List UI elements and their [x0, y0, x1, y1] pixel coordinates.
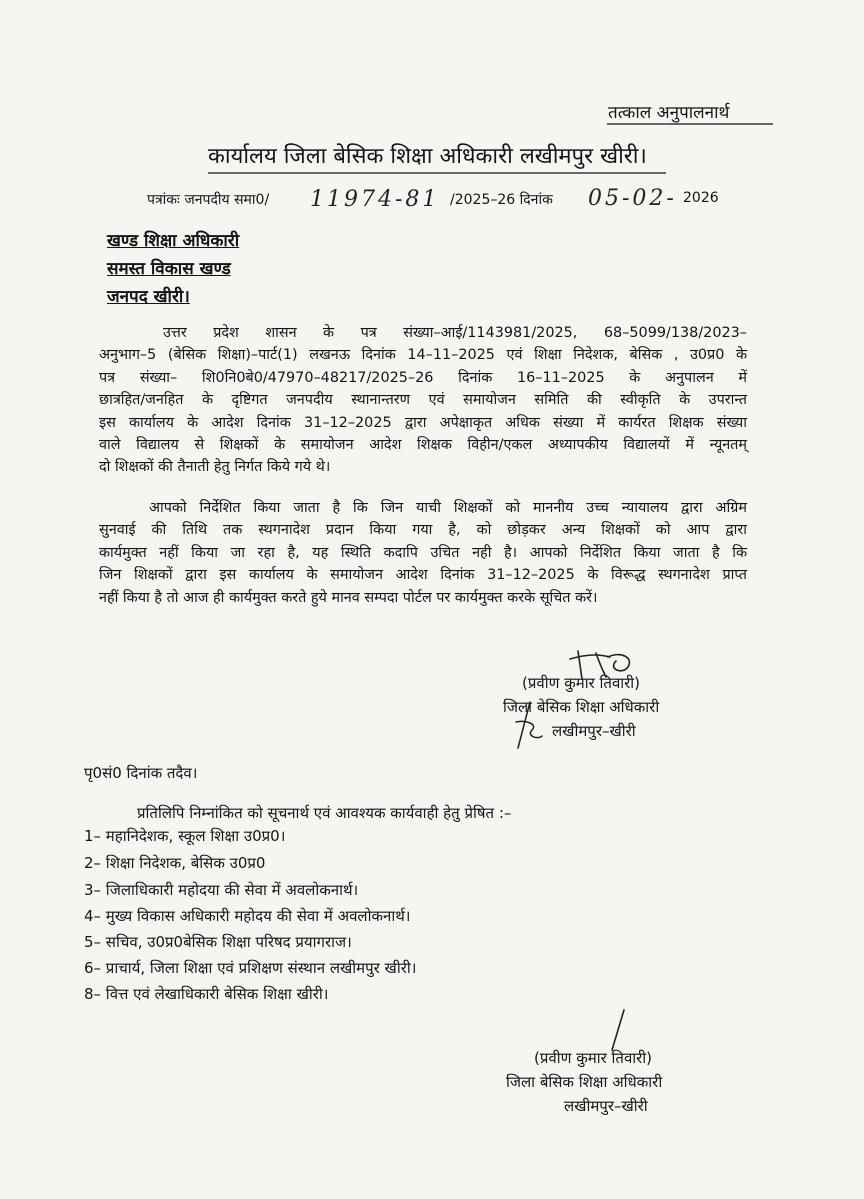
paragraph-1-line: पत्र संख्या– शि0नि0बे0/47970–48217/2025–26 दिनांक 16–11–2025 के अनुपालन में: [99, 369, 747, 386]
copy-to-item: 1– महानिदेशक, स्कूल शिक्षा उ0प्र0।: [84, 827, 286, 845]
office-title-underline: [208, 171, 666, 175]
urgent-note-underline: [607, 122, 773, 126]
paragraph-1-line: अनुभाग–5 (बेसिक शिक्षा)–पार्ट(1) लखनऊ दिनांक 14–11–2025 एवं शिक्षा निदेशक, बेसिक , उ0प्र0 के: [99, 347, 747, 364]
addressee-line-2: समस्त विकास खण्ड: [107, 259, 231, 279]
addressee-line-3: जनपद खीरी।: [107, 287, 190, 307]
paragraph-1-line: वाले विद्यालय से शिक्षकों के समायोजन आदेश शिक्षक विहीन/एकल अध्यापकीय विद्यालयों में न्यूनतम्: [99, 437, 747, 454]
reference-prefix: पत्रांकः जनपदीय समा0/: [147, 192, 270, 208]
copy-to-intro: प्रतिलिपि निम्नांकित को सूचनार्थ एवं आवश्यक कार्यवाही हेतु प्रेषित :–: [137, 804, 512, 822]
urgent-note: तत्काल अनुपालनार्थ: [608, 103, 730, 123]
office-title: कार्यालय जिला बेसिक शिक्षा अधिकारी लखीमपुर खीरी।: [208, 144, 647, 169]
signatory-designation-1: जिला बेसिक शिक्षा अधिकारी: [503, 698, 660, 716]
signature-initials: [508, 700, 548, 752]
signatory-place-2: लखीमपुर–खीरी: [564, 1097, 648, 1115]
copy-to-item: 8– वित्त एवं लेखाधिकारी बेसिक शिक्षा खीरी।: [84, 985, 329, 1003]
copy-to-item: 3– जिलाधिकारी महोदया की सेवा में अवलोकनार्थ।: [84, 881, 359, 899]
paragraph-2-line: सुनवाई की तिथि तक स्थगनादेश प्रदान किया गया है, को छोड़कर अन्य शिक्षकों को आप द्वारा: [99, 522, 747, 539]
paragraph-1-line: छात्रहित/जनहित के दृष्टिगत जनपदीय स्थानान्तरण एवं समायोजन समिति की स्वीकृति के उपरान्त: [99, 392, 747, 409]
paragraph-1-line: उत्तर प्रदेश शासन के पत्र संख्या–आई/1143981/2025, 68–5099/138/2023–: [163, 325, 747, 341]
signatory-designation-2: जिला बेसिक शिक्षा अधिकारी: [506, 1073, 663, 1091]
signatory-name-2: (प्रवीण कुमार तिवारी): [534, 1049, 653, 1067]
paragraph-2-line: नहीं किया है तो आज ही कार्यमुक्त करते हुये मानव सम्पदा पोर्टल पर कार्यमुक्त करके सूचित करें।: [99, 589, 598, 606]
paragraph-2-line: जिन शिक्षकों द्वारा इस कार्यालय के समायोजन आदेश दिनांक 31–12–2025 के विरूद्ध स्थगनादेश प्राप्त: [99, 567, 747, 584]
paragraph-1-line: इस कार्यालय के आदेश दिनांक 31–12–2025 द्वारा अपेक्षाकृत अधिक संख्या में कार्यरत शिक्षक संख्या: [99, 414, 747, 431]
body-paragraph-1: [99, 322, 747, 479]
copy-to-item: 5– सचिव, उ0प्र0बेसिक शिक्षा परिषद प्रयागराज।: [84, 933, 352, 951]
signatory-place-1: लखीमपुर–खीरी: [552, 722, 636, 740]
paragraph-2-line: आपको निर्देशित किया जाता है कि जिन याची शिक्षकों को माननीय उच्च न्यायालय द्वारा अग्रिम: [149, 500, 747, 516]
endorsement-reference: पृ0सं0 दिनांक तदैव।: [84, 764, 198, 782]
body-paragraph-2: [99, 497, 747, 609]
paragraph-1-line: दो शिक्षकों की तैनाती हेतु निर्गत किये गये थे।: [99, 459, 331, 476]
addressee-line-1: खण्ड शिक्षा अधिकारी: [107, 231, 240, 251]
paragraph-2-line: कार्यमुक्त नहीं किया जा रहा है, यह स्थिति कदापि उचित नही है। आपको निर्देशित किया जाता है कि: [99, 544, 747, 561]
reference-middle: /2025–26 दिनांक: [450, 192, 553, 208]
copy-to-item: 6– प्राचार्य, जिला शिक्षा एवं प्रशिक्षण संस्थान लखीमपुर खीरी।: [84, 959, 417, 977]
date-handwritten: 05-02-: [588, 186, 677, 211]
copy-to-item: 4– मुख्य विकास अधिकारी महोदय की सेवा में अवलोकनार्थ।: [84, 907, 411, 925]
reference-number-handwritten: 11974-81: [310, 187, 440, 212]
signatory-name-1: (प्रवीण कुमार तिवारी): [522, 674, 641, 692]
copy-to-item: 2– शिक्षा निदेशक, बेसिक उ0प्र0: [84, 854, 266, 872]
reference-year: 2026: [683, 190, 719, 206]
